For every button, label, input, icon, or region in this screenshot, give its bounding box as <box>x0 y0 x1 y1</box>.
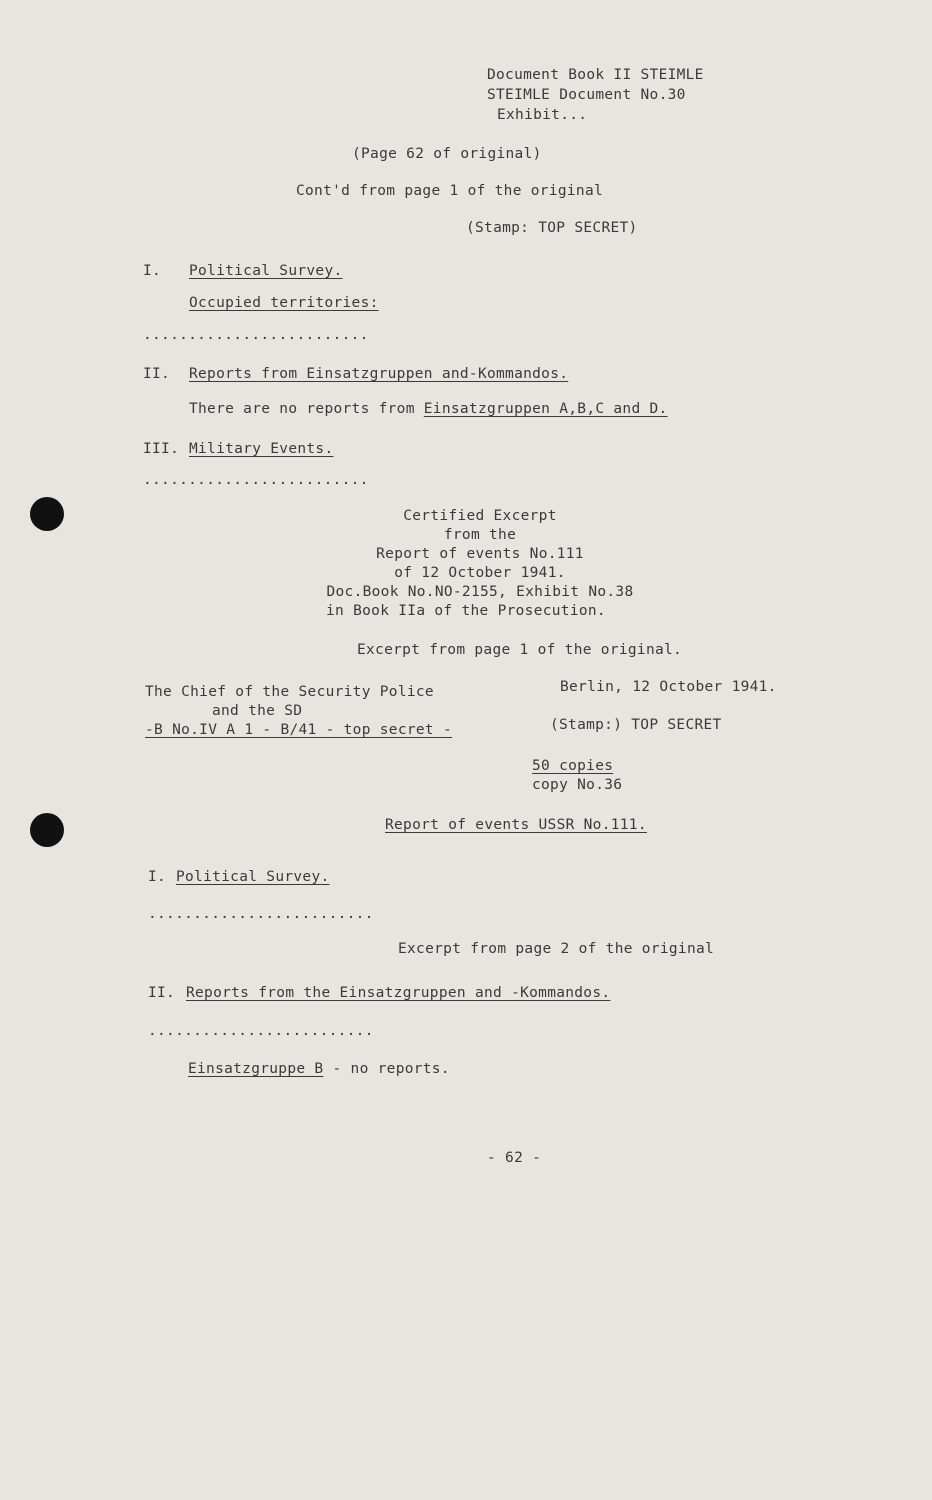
section-title: Reports from Einsatzgruppen and-Kommandos. <box>189 366 569 382</box>
letterhead-line-2: and the SD <box>212 703 303 719</box>
certified-line-2: from the <box>443 527 517 543</box>
certified-line-6: in Book IIa of the Prosecution. <box>326 603 606 619</box>
header-line-2: STEIMLE Document No.30 <box>487 87 686 103</box>
letterhead-reference: -B No.IV A 1 - B/41 - top secret - <box>145 722 453 738</box>
header-line-1: Document Book II STEIMLE <box>487 67 704 83</box>
letterhead-line-1: The Chief of the Security Police <box>145 684 434 700</box>
section-number: II. <box>143 366 171 382</box>
section-number: II. <box>148 985 176 1001</box>
section-title: Political Survey. <box>176 869 330 885</box>
ellipsis-dots: ......................... <box>148 1023 374 1039</box>
punch-hole <box>30 497 64 531</box>
ellipsis-dots: ......................... <box>143 472 369 488</box>
section-text <box>189 400 668 419</box>
section-number: I. <box>148 869 167 885</box>
section-title: Political Survey. <box>189 263 343 279</box>
section-title: Reports from the Einsatzgruppen and -Kommandos. <box>186 985 611 1001</box>
page-reference: (Page 62 of original) <box>352 146 542 162</box>
report-title: Report of events USSR No.111. <box>385 817 647 833</box>
continued-note: Cont'd from page 1 of the original <box>296 183 604 199</box>
stamp-top-secret: (Stamp:) TOP SECRET <box>550 717 722 733</box>
stamp-top-secret: (Stamp: TOP SECRET) <box>466 220 638 236</box>
letter-date: Berlin, 12 October 1941. <box>560 679 777 695</box>
certified-line-1: Certified Excerpt <box>403 508 557 524</box>
ellipsis-dots: ......................... <box>148 906 374 922</box>
page-number: - 62 - <box>487 1150 542 1166</box>
section-text-underlined: Einsatzgruppen A,B,C and D. <box>423 401 668 417</box>
section-number: III. <box>143 441 180 457</box>
section-text-prefix: There are no reports from <box>189 401 424 417</box>
certified-line-4: of 12 October 1941. <box>394 565 566 581</box>
punch-hole <box>30 813 64 847</box>
header-line-3: Exhibit... <box>497 107 588 123</box>
copies-count: 50 copies <box>532 758 614 774</box>
einsatzgruppe-b-text: - no reports. <box>323 1061 450 1077</box>
einsatzgruppe-b-label: Einsatzgruppe B <box>188 1061 324 1077</box>
section-subtitle: Occupied territories: <box>189 295 379 311</box>
copy-number: copy No.36 <box>532 777 623 793</box>
ellipsis-dots: ......................... <box>143 327 369 343</box>
excerpt-note: Excerpt from page 1 of the original. <box>357 642 683 658</box>
einsatzgruppe-b-line <box>188 1060 450 1079</box>
certified-line-5: Doc.Book No.NO-2155, Exhibit No.38 <box>326 584 634 600</box>
section-number: I. <box>143 263 162 279</box>
section-title: Military Events. <box>189 441 334 457</box>
excerpt-note: Excerpt from page 2 of the original <box>398 941 715 957</box>
certified-line-3: Report of events No.111 <box>376 546 584 562</box>
